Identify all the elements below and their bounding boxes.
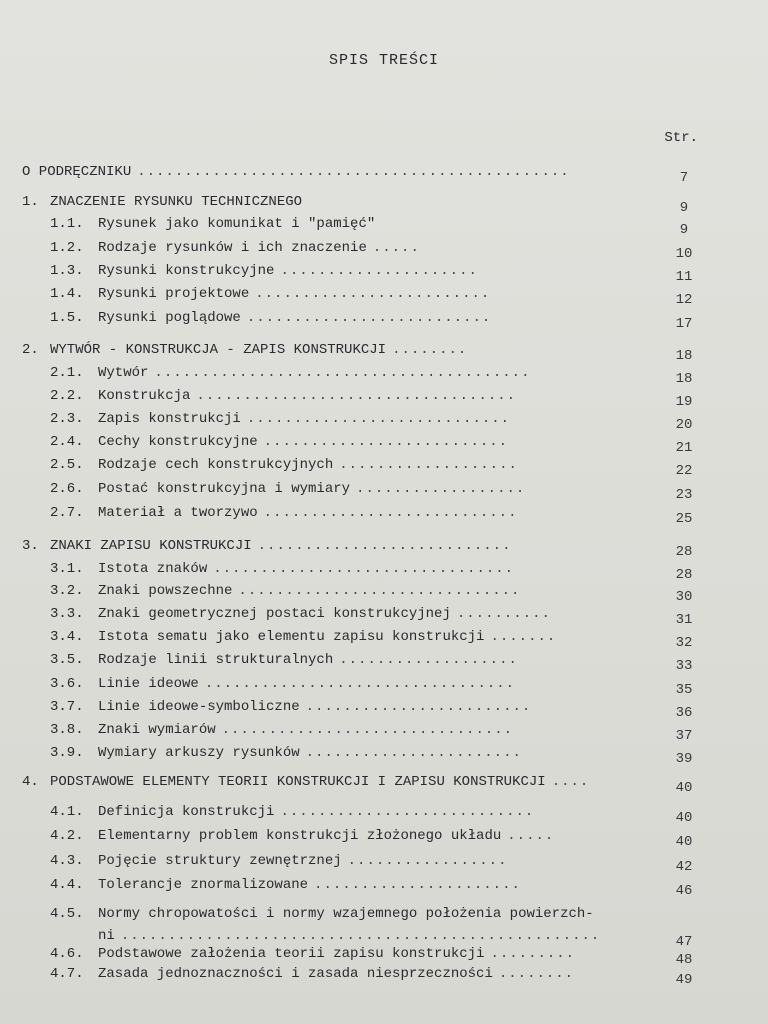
- toc-entry-page-number: 18: [675, 371, 693, 387]
- toc-entry: [0, 745, 768, 767]
- toc-entry-page-number: 39: [675, 751, 693, 767]
- toc-entry-number: 3.4.: [50, 629, 84, 645]
- toc-entry-number: 1.4.: [50, 286, 84, 302]
- toc-entry-leader-dots: ..........................: [263, 434, 509, 450]
- toc-entry-page-number: 11: [675, 269, 693, 285]
- toc-entry-number: 2.7.: [50, 505, 84, 521]
- toc-entry-label: Rodzaje cech konstrukcyjnych: [98, 457, 334, 473]
- toc-entry: [0, 606, 768, 628]
- toc-entry-page-number: 47: [675, 934, 693, 950]
- toc-entry-number: 1.1.: [50, 216, 84, 232]
- toc-entry-page-number: 32: [675, 635, 693, 651]
- toc-entry-label: Rodzaje linii strukturalnych: [98, 652, 334, 668]
- toc-entry-label: Linie ideowe-symboliczne: [98, 699, 300, 715]
- toc-entry-page-number: 19: [675, 394, 693, 410]
- toc-entry-label: Definicja konstrukcji: [98, 804, 275, 820]
- toc-entry: [0, 263, 768, 285]
- toc-entry-label: Podstawowe założenia teorii zapisu konstrukcji: [98, 946, 485, 962]
- toc-entry-page-number: 23: [675, 487, 693, 503]
- toc-entry: [0, 342, 768, 364]
- toc-entry-number: 4.2.: [50, 828, 84, 844]
- toc-entry-label: WYTWÓR - KONSTRUKCJA - ZAPIS KONSTRUKCJI: [50, 342, 387, 358]
- toc-entry-label: Pojęcie struktury zewnętrznej: [98, 853, 342, 869]
- toc-entry: [0, 216, 768, 238]
- toc-entry-leader-dots: ...............................: [221, 722, 514, 738]
- toc-entry-label: Cechy konstrukcyjne: [98, 434, 258, 450]
- toc-entry-number: 4.3.: [50, 853, 84, 869]
- toc-entry-label: Zasada jednoznaczności i zasada niesprzeczności: [98, 966, 493, 982]
- toc-entry-page-number: 42: [675, 859, 693, 875]
- toc-entry-label: ZNACZENIE RYSUNKU TECHNICZNEGO: [50, 194, 303, 210]
- toc-entry-number: 2.5.: [50, 457, 84, 473]
- toc-entry: [0, 505, 768, 527]
- toc-entry-page-number: 21: [675, 440, 693, 456]
- toc-entry-number: 3.8.: [50, 722, 84, 738]
- toc-entry-label: PODSTAWOWE ELEMENTY TEORII KONSTRUKCJI I ZAPISU KONSTRUKCJI: [50, 774, 546, 790]
- toc-entry-leader-dots: ........................................: [154, 365, 531, 381]
- toc-entry: [0, 774, 768, 796]
- toc-entry-page-number: 17: [675, 316, 693, 332]
- toc-entry-number: 4.5.: [50, 906, 84, 922]
- toc-entry-leader-dots: ...................................................: [120, 928, 601, 944]
- toc-entry-leader-dots: ..........................: [246, 310, 492, 326]
- toc-entry-number: 3.: [22, 538, 39, 554]
- toc-entry-page-number: 22: [675, 463, 693, 479]
- toc-entry: [0, 804, 768, 826]
- toc-entry: [0, 676, 768, 698]
- toc-entry-label: O PODRĘCZNIKU: [22, 164, 132, 180]
- toc-entry-leader-dots: ...................: [339, 457, 518, 473]
- toc-entry-label: Rysunki projektowe: [98, 286, 250, 302]
- toc-entry-leader-dots: ........................: [305, 699, 532, 715]
- toc-entry-page-number: 40: [675, 780, 693, 796]
- toc-entry-label: ZNAKI ZAPISU KONSTRUKCJI: [50, 538, 252, 554]
- toc-entry: [0, 164, 768, 186]
- toc-entry-label: Istota znaków: [98, 561, 208, 577]
- toc-entry-label: Znaki geometrycznej postaci konstrukcyjnej: [98, 606, 451, 622]
- toc-entry: [0, 722, 768, 744]
- toc-entry-leader-dots: ...........................: [257, 538, 512, 554]
- toc-entry-leader-dots: ............................: [246, 411, 511, 427]
- toc-entry: [0, 194, 768, 216]
- toc-entry-page-number: 36: [675, 705, 693, 721]
- toc-entry-number: 2.3.: [50, 411, 84, 427]
- toc-entry-number: 3.2.: [50, 583, 84, 599]
- toc-entry-page-number: 28: [675, 544, 693, 560]
- toc-entry-number: 2.2.: [50, 388, 84, 404]
- toc-entry-number: 1.: [22, 194, 39, 210]
- toc-title: SPIS TREŚCI: [328, 52, 440, 69]
- toc-entry-page-number: 40: [675, 810, 693, 826]
- toc-entry-leader-dots: .....: [372, 240, 420, 256]
- toc-entry-leader-dots: ................................: [213, 561, 515, 577]
- toc-entry-number: 3.6.: [50, 676, 84, 692]
- toc-entry-leader-dots: ...........................: [280, 804, 535, 820]
- toc-entry: [0, 286, 768, 308]
- toc-entry-number: 2.6.: [50, 481, 84, 497]
- toc-entry: [0, 966, 768, 988]
- toc-entry-label: Materiał a tworzywo: [98, 505, 258, 521]
- toc-entry-page-number: 12: [675, 292, 693, 308]
- toc-entry-page-number: 10: [675, 246, 693, 262]
- toc-entry-label: Znaki wymiarów: [98, 722, 216, 738]
- toc-entry-number: 3.1.: [50, 561, 84, 577]
- toc-entry-label: Rodzaje rysunków i ich znaczenie: [98, 240, 367, 256]
- toc-entry-leader-dots: ...................: [339, 652, 518, 668]
- toc-entry-number: 4.7.: [50, 966, 84, 982]
- toc-entry-label: Tolerancje znormalizowane: [98, 877, 309, 893]
- toc-entry-leader-dots: .....................: [280, 263, 478, 279]
- toc-entry: [0, 538, 768, 560]
- toc-entry-label: Wymiary arkuszy rysunków: [98, 745, 300, 761]
- toc-entry-leader-dots: ..............................................: [137, 164, 570, 180]
- toc-entry: [0, 877, 768, 899]
- toc-entry-label: Wytwór: [98, 365, 149, 381]
- toc-entry-page-number: 25: [675, 511, 693, 527]
- toc-entry: [0, 828, 768, 850]
- toc-entry: [0, 561, 768, 583]
- toc-entry-number: 3.5.: [50, 652, 84, 668]
- toc-entry: [0, 388, 768, 410]
- toc-entry-leader-dots: ......................: [314, 877, 521, 893]
- toc-entry: [0, 365, 768, 387]
- toc-entry-number: 2.1.: [50, 365, 84, 381]
- toc-entry: [0, 853, 768, 875]
- toc-entry-page-number: 48: [675, 952, 693, 968]
- toc-entry-label: Postać konstrukcyjna i wymiary: [98, 481, 351, 497]
- toc-entry-label: Istota sematu jako elementu zapisu konstrukcji: [98, 629, 485, 645]
- toc-entry-page-number: 40: [675, 834, 693, 850]
- toc-entry-label: Elementarny problem konstrukcji złożonego układu: [98, 828, 502, 844]
- toc-entry: [0, 310, 768, 332]
- toc-entry-leader-dots: ..................................: [196, 388, 517, 404]
- toc-entry: [0, 583, 768, 605]
- toc-entry-number: 2.: [22, 342, 39, 358]
- toc-entry-leader-dots: ..................: [356, 481, 526, 497]
- toc-entry: [0, 457, 768, 479]
- toc-entry-leader-dots: .........: [490, 946, 576, 962]
- toc-entry-page-number: 20: [675, 417, 693, 433]
- toc-entry-label: Znaki powszechne: [98, 583, 233, 599]
- toc-entry-leader-dots: .........................: [255, 286, 491, 302]
- toc-entry: [0, 411, 768, 433]
- toc-entry-number: 3.3.: [50, 606, 84, 622]
- toc-entry-leader-dots: .......................: [305, 745, 522, 761]
- toc-entry-number: 4.: [22, 774, 39, 790]
- toc-entry-page-number: 30: [675, 589, 693, 605]
- toc-entry: [0, 434, 768, 456]
- toc-entry-leader-dots: ........: [392, 342, 468, 358]
- toc-entry-page-number: 49: [675, 972, 693, 988]
- toc-entry-page-number: 18: [675, 348, 693, 364]
- toc-entry-label: Normy chropowatości i normy wzajemnego położenia powierzch-: [98, 906, 594, 922]
- toc-entry-leader-dots: .....: [507, 828, 555, 844]
- toc-entry-number: 4.4.: [50, 877, 84, 893]
- toc-entry-leader-dots: ..............................: [238, 583, 521, 599]
- toc-entry: [0, 629, 768, 651]
- toc-entry-number: 3.7.: [50, 699, 84, 715]
- toc-entry-label: Zapis konstrukcji: [98, 411, 241, 427]
- toc-entry-page-number: 35: [675, 682, 693, 698]
- toc-entry-label: Konstrukcja: [98, 388, 191, 404]
- toc-entry-number: 4.6.: [50, 946, 84, 962]
- toc-entry-number: 1.3.: [50, 263, 84, 279]
- toc-entry-page-number: 7: [679, 170, 689, 186]
- toc-entry-page-number: 37: [675, 728, 693, 744]
- toc-entry: [0, 652, 768, 674]
- toc-entry-leader-dots: .................: [347, 853, 508, 869]
- toc-entry-label: Rysunek jako komunikat i "pamięć": [98, 216, 376, 232]
- toc-entry-leader-dots: .......: [490, 629, 557, 645]
- toc-entry-label: Linie ideowe: [98, 676, 199, 692]
- toc-entry: [0, 481, 768, 503]
- toc-entry-number: 4.1.: [50, 804, 84, 820]
- toc-entry-page-number: 9: [679, 222, 689, 238]
- toc-entry-number: 1.5.: [50, 310, 84, 326]
- toc-entry-leader-dots: ...........................: [263, 505, 518, 521]
- toc-entry-leader-dots: ..........: [456, 606, 551, 622]
- toc-entry-number: 2.4.: [50, 434, 84, 450]
- toc-entry-number: 1.2.: [50, 240, 84, 256]
- toc-entry-leader-dots: .................................: [204, 676, 516, 692]
- toc-entry-leader-dots: ....: [551, 774, 590, 790]
- toc-entry-label: Rysunki konstrukcyjne: [98, 263, 275, 279]
- toc-entry-label: ni: [98, 928, 115, 944]
- toc-entry-page-number: 9: [679, 200, 689, 216]
- toc-entry-label: Rysunki poglądowe: [98, 310, 241, 326]
- page-column-label: Str.: [664, 130, 698, 146]
- toc-entry: [0, 906, 768, 928]
- toc-entry-page-number: 28: [675, 567, 693, 583]
- toc-entry: [0, 699, 768, 721]
- toc-entry-leader-dots: ........: [498, 966, 575, 982]
- toc-entry: [0, 946, 768, 968]
- toc-entry-page-number: 33: [675, 658, 693, 674]
- toc-entry: [0, 240, 768, 262]
- toc-entry-page-number: 31: [675, 612, 693, 628]
- toc-entry-number: 3.9.: [50, 745, 84, 761]
- toc-entry-page-number: 46: [675, 883, 693, 899]
